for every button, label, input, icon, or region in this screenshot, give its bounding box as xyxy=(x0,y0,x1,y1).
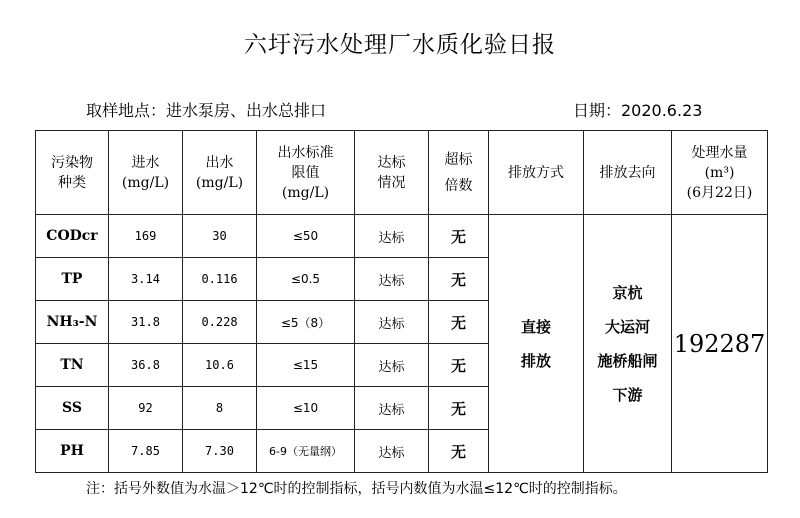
header-discharge-destination: 排放去向 xyxy=(584,131,672,215)
header-treated-volume: 处理水量 (m³) (6月22日) xyxy=(672,131,768,215)
exceed-multiple: 无 xyxy=(429,258,489,301)
report-title: 六圩污水处理厂水质化验日报 xyxy=(244,32,556,58)
pollutant-name: TP xyxy=(36,258,109,301)
standard-limit: 6-9（无量纲） xyxy=(257,430,355,473)
outflow-value: 0.228 xyxy=(183,301,257,344)
footnote: 注：括号外数值为水温＞12℃时的控制指标，括号内数值为水温≤12℃时的控制指标。 xyxy=(86,481,627,497)
inflow-value: 36.8 xyxy=(109,344,183,387)
header-standard-limit: 出水标准 限值 (mg/L) xyxy=(257,131,355,215)
standard-limit: ≤5（8） xyxy=(257,301,355,344)
compliance-status: 达标 xyxy=(355,258,429,301)
exceed-multiple: 无 xyxy=(429,344,489,387)
header-inflow: 进水 (mg/L) xyxy=(109,131,183,215)
pollutant-name: SS xyxy=(36,387,109,430)
inflow-value: 31.8 xyxy=(109,301,183,344)
pollutant-name: TN xyxy=(36,344,109,387)
water-quality-table xyxy=(35,130,768,473)
compliance-status: 达标 xyxy=(355,344,429,387)
standard-limit: ≤10 xyxy=(257,387,355,430)
exceed-multiple: 无 xyxy=(429,430,489,473)
header-pollutant: 污染物 种类 xyxy=(36,131,109,215)
exceed-multiple: 无 xyxy=(429,301,489,344)
discharge-method: 直接 排放 xyxy=(489,215,584,473)
standard-limit: ≤50 xyxy=(257,215,355,258)
compliance-status: 达标 xyxy=(355,301,429,344)
compliance-status: 达标 xyxy=(355,215,429,258)
header-discharge-method: 排放方式 xyxy=(489,131,584,215)
compliance-status: 达标 xyxy=(355,387,429,430)
inflow-value: 3.14 xyxy=(109,258,183,301)
sampling-location: 取样地点：进水泵房、出水总排口 xyxy=(86,101,327,120)
inflow-value: 92 xyxy=(109,387,183,430)
exceed-multiple: 无 xyxy=(429,215,489,258)
header-row xyxy=(36,131,768,215)
outflow-value: 30 xyxy=(183,215,257,258)
header-outflow: 出水 (mg/L) xyxy=(183,131,257,215)
outflow-value: 8 xyxy=(183,387,257,430)
header-compliance: 达标 情况 xyxy=(355,131,429,215)
treated-volume: 192287 xyxy=(672,215,768,473)
report-date: 日期：2020.6.23 xyxy=(573,101,703,120)
pollutant-name: PH xyxy=(36,430,109,473)
compliance-status: 达标 xyxy=(355,430,429,473)
pollutant-name: CODcr xyxy=(36,215,109,258)
standard-limit: ≤15 xyxy=(257,344,355,387)
standard-limit: ≤0.5 xyxy=(257,258,355,301)
outflow-value: 0.116 xyxy=(183,258,257,301)
table-row xyxy=(36,215,768,258)
pollutant-name: NH₃-N xyxy=(36,301,109,344)
outflow-value: 7.30 xyxy=(183,430,257,473)
exceed-multiple: 无 xyxy=(429,387,489,430)
discharge-destination: 京杭 大运河 施桥船闸 下游 xyxy=(584,215,672,473)
header-exceed-multiple: 超标 倍数 xyxy=(429,131,489,215)
inflow-value: 7.85 xyxy=(109,430,183,473)
outflow-value: 10.6 xyxy=(183,344,257,387)
inflow-value: 169 xyxy=(109,215,183,258)
